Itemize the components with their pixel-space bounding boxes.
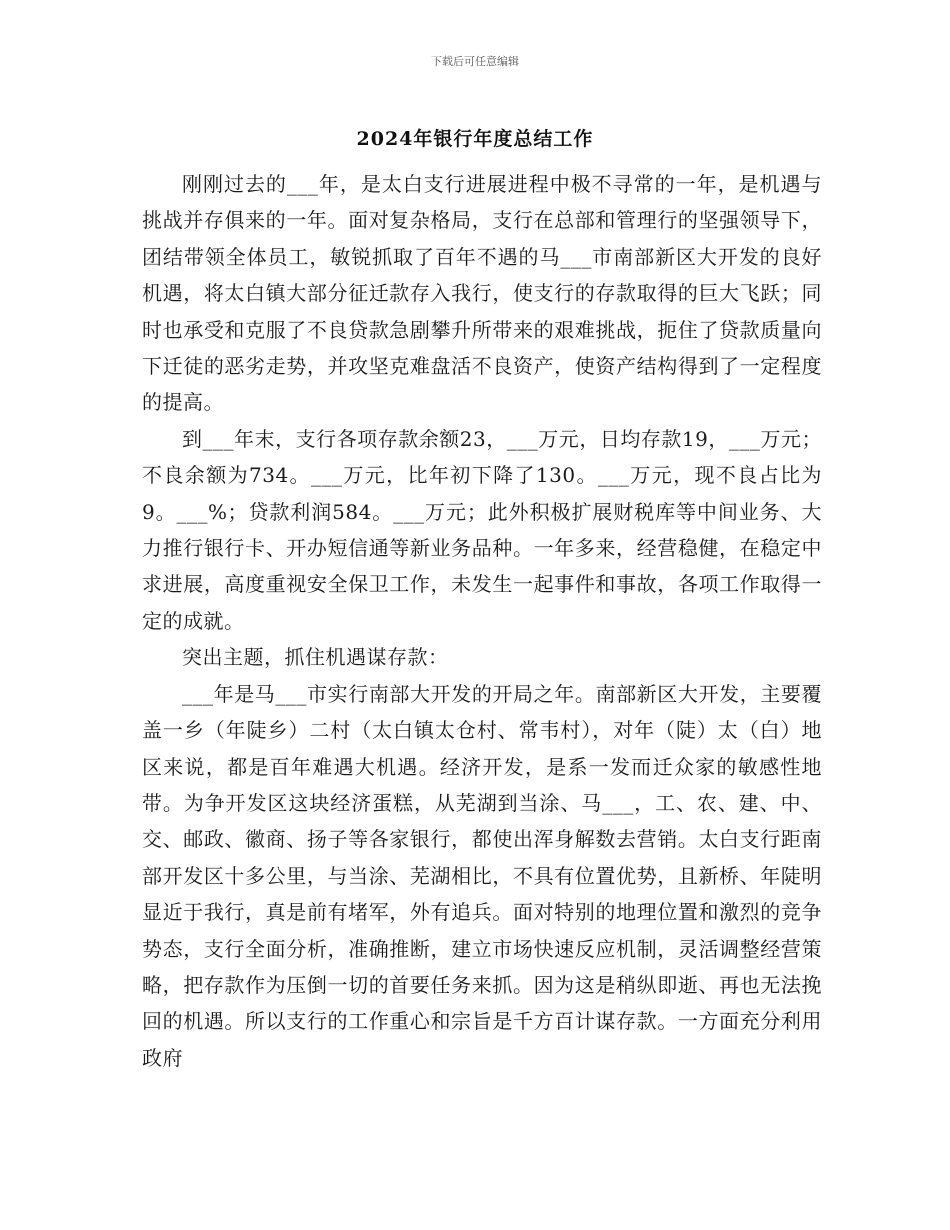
paragraph-figures: 到___年末，支行各项存款余额23，___万元，日均存款19，___万元；不良余额为734。___万元，比年初下降了130。___万元，现不良占比为9。___%；贷款利润584。___万元；此外积极扩展财税库等中间业务、大力推行银行卡、开办短信通等新业务品种。一年多来，经营稳健，在稳定中求进展，高度重视安全保卫工作，未发生一起事件和事故，各项工作取得一定的成就。 xyxy=(142,426,822,633)
document-body xyxy=(142,166,822,1076)
document-title: 2024年银行年度总结工作 xyxy=(356,128,594,150)
paragraph-section-heading: 突出主题，抓住机遇谋存款： xyxy=(182,645,449,670)
paragraph-intro: 刚刚过去的___年，是太白支行进展进程中极不寻常的一年，是机遇与挑战并存俱来的一年。面对复杂格局，支行在总部和管理行的坚强领导下，团结带领全体员工，敏锐抓取了百年不遇的马___市南部新区大开发的良好机遇，将太白镇大部分征迁款存入我行，使支行的存款取得的巨大飞跃；同时也承受和克服了不良贷款急剧攀升所带来的艰难挑战，扼住了贷款质量向下迁徒的恶劣走势，并攻坚克难盘活不良资产，使资产结构得到了一定程度的提高。 xyxy=(142,172,822,415)
paragraph-development: ___年是马___市实行南部大开发的开局之年。南部新区大开发，主要覆盖一乡（年陡乡）二村（太白镇太仓村、常韦村），对年（陡）太（白）地区来说，都是百年难遇大机遇。经济开发，是系一发而迁众家的敏感性地带。为争开发区这块经济蛋糕，从芜湖到当涂、马___，工、农、建、中、交、邮政、徽商、扬子等各家银行，都使出浑身解数去营销。太白支行距南部开发区十多公里，与当涂、芜湖相比，不具有位置优势，且新桥、年陡明显近于我行，真是前有堵军，外有追兵。面对特别的地理位置和激烈的竞争势态，支行全面分析，准确推断，建立市场快速反应机制，灵活调整经营策略，把存款作为压倒一切的首要任务来抓。因为这是稍纵即逝、再也无法挽回的机遇。所以支行的工作重心和宗旨是千方百计谋存款。一方面充分利用政府 xyxy=(142,681,822,1070)
header-note: 下载后可任意编辑 xyxy=(431,55,519,68)
